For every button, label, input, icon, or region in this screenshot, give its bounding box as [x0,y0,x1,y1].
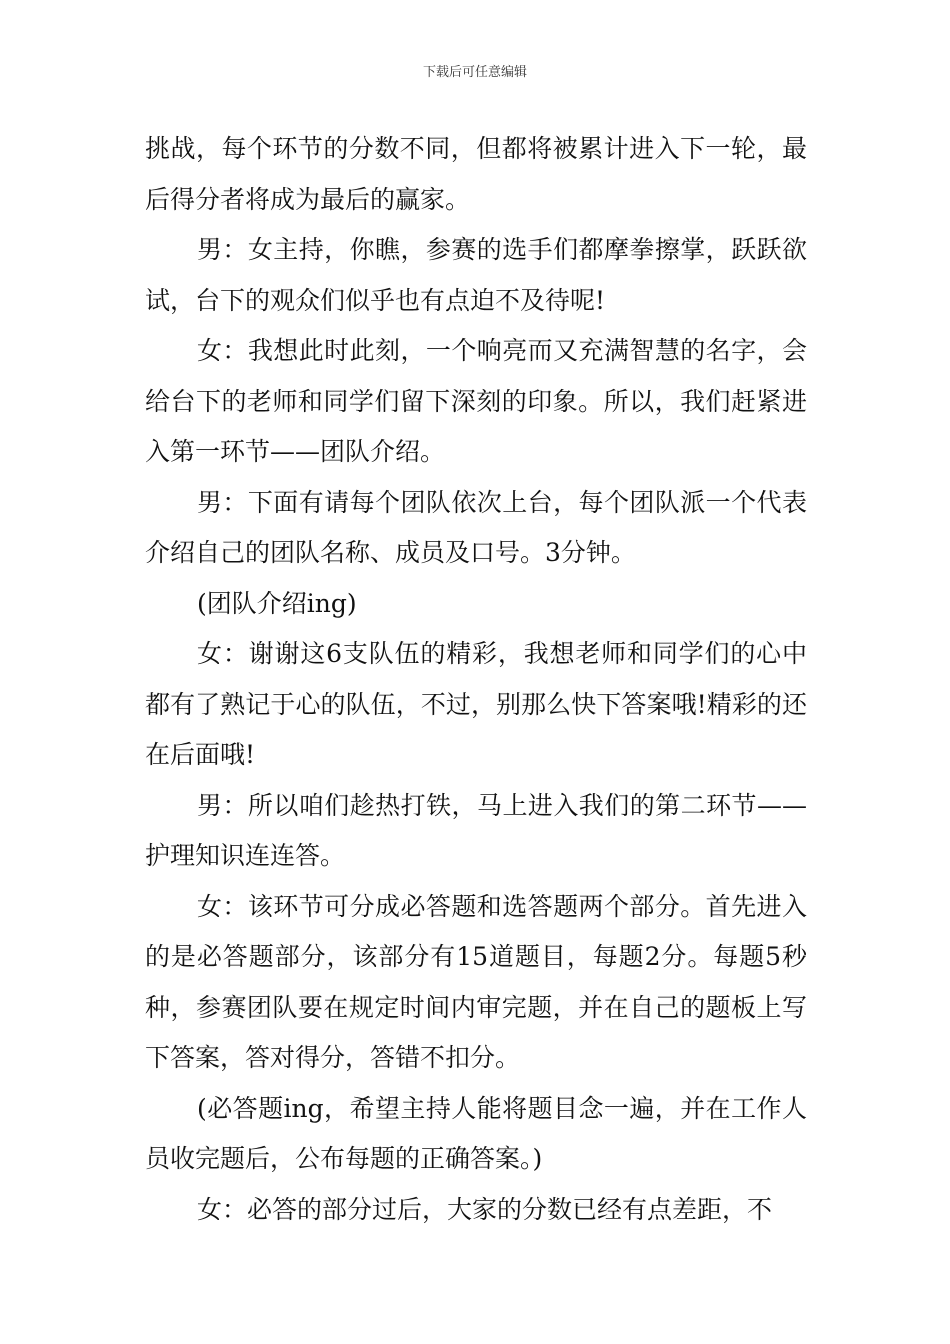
paragraph-4: 男：下面有请每个团队依次上台，每个团队派一个代表介绍自己的团队名称、成员及口号。3分钟。 [145,487,807,567]
paragraph-10: 女：必答的部分过后，大家的分数已经有点差距，不 [197,1194,773,1224]
paragraph-5: (团队介绍ing) [197,588,357,618]
paragraph-2: 男：女主持，你瞧，参赛的选手们都摩拳擦掌，跃跃欲试，台下的观众们似乎也有点迫不及待呢! [145,235,807,315]
paragraph-6: 女：谢谢这6支队伍的精彩，我想老师和同学们的心中都有了熟记于心的队伍，不过，别那么快下答案哦!精彩的还在后面哦! [145,639,807,769]
paragraph-3: 女：我想此时此刻，一个响亮而又充满智慧的名字，会给台下的老师和同学们留下深刻的印象。所以，我们赶紧进入第一环节——团队介绍。 [145,336,807,466]
paragraph-9: (必答题ing，希望主持人能将题目念一遍，并在工作人员收完题后，公布每题的正确答案。) [145,1093,807,1173]
document-body [145,124,807,1235]
paragraph-8: 女：该环节可分成必答题和选答题两个部分。首先进入的是必答题部分，该部分有15道题目，每题2分。每题5秒种，参赛团队要在规定时间内审完题，并在自己的题板上写下答案，答对得分，答错不扣分。 [145,891,807,1072]
page-header: 下载后可任意编辑 [422,65,527,80]
paragraph-7: 男：所以咱们趁热打铁，马上进入我们的第二环节——护理知识连连答。 [145,790,807,870]
paragraph-1: 挑战，每个环节的分数不同，但都将被累计进入下一轮，最后得分者将成为最后的赢家。 [145,134,807,214]
